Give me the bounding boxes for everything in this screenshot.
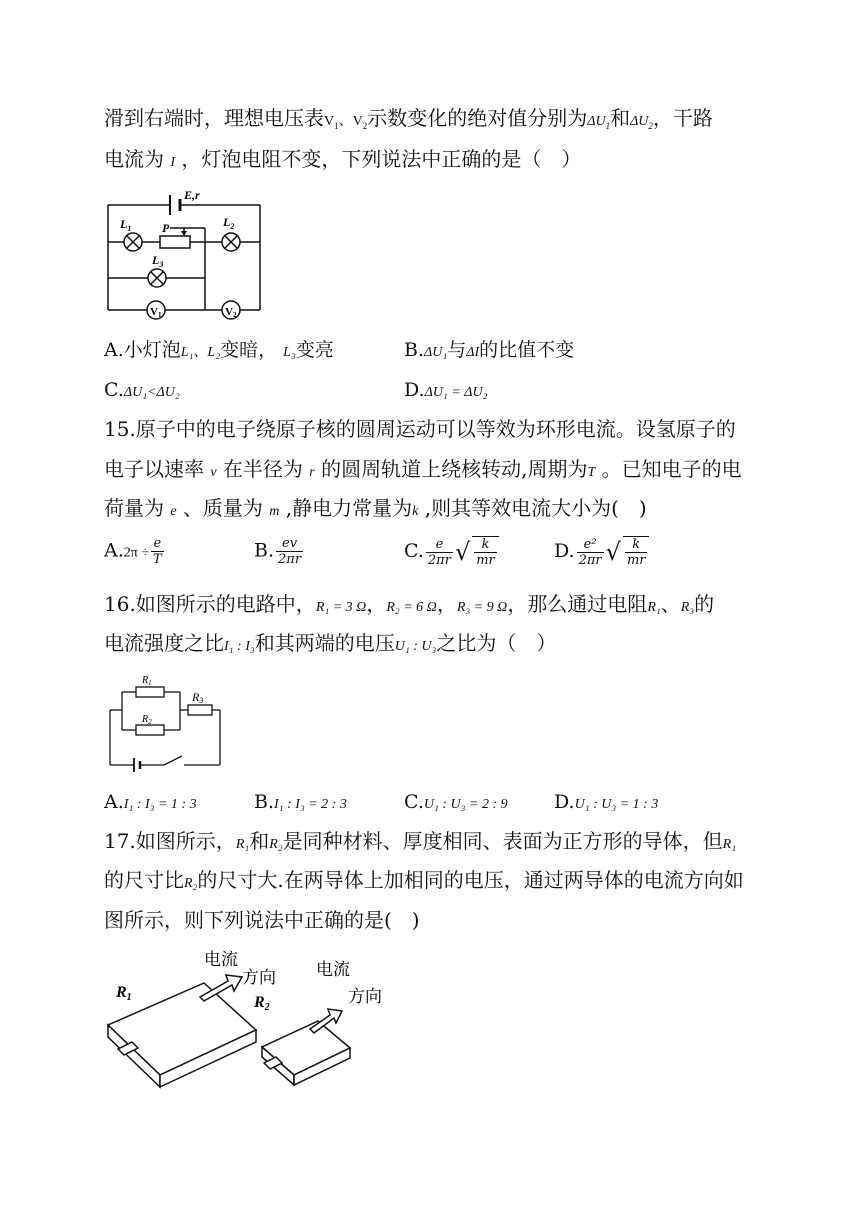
fraction [474,537,497,568]
resistor-r3-label [191,690,203,705]
option-math: R₃ [680,600,695,615]
lamp-l3-label [151,253,163,269]
option-math: ΔU₁ [424,345,448,360]
du2-sub: 2 [648,120,653,131]
q15-option-b [254,536,305,567]
q16-option-b [254,788,347,819]
q15-option-d [554,536,649,568]
fraction-denominator: 2πr [427,552,451,568]
fraction [577,537,604,568]
option-math: L₃ [283,345,296,360]
q16-option-a [104,788,197,819]
l2-sub: 2 [230,222,235,231]
resistor-r2-label [141,714,152,726]
r2-letter: R [142,714,149,725]
du2-text: ΔU [630,114,649,129]
conductor-r1-label [115,984,132,1003]
v2-letter: V [352,114,363,129]
option-text: 变暗， [220,339,278,361]
q14-circuit-figure [100,185,270,320]
voltmeter-v2-label [225,306,237,319]
charge-e-symbol: e [170,504,177,519]
q14-option-c [104,376,180,407]
fig-v1-sub: 1 [157,311,162,319]
fraction-numerator: ev [276,536,303,552]
q17-stem-line-2 [104,866,744,898]
q14-option-d [404,376,487,407]
fraction-numerator: e [426,537,453,553]
q15-text: 电子以速率 [104,457,204,481]
direction-label-2: 方向 [348,987,382,1006]
option-math: U₁ : U₃ [394,639,437,654]
voltmeter-v1-symbol [324,114,339,129]
q17-text: 是同种材料、厚度相同、表面为正方形的导体，但 [282,829,723,853]
option-label: B. [404,339,425,361]
option-label: A. [104,539,124,562]
option-math: U₁ : U₃ = 2 : 9 [423,797,508,812]
voltmeter-v1-label [150,306,162,319]
q15-text: ,则其等效电流大小为( ) [424,496,647,520]
delta-u1 [587,114,610,129]
fraction [151,536,164,567]
option-math: ΔI [466,345,480,360]
v1-letter: V [324,114,335,129]
q14-option-b [404,336,574,367]
q16-text: 电流强度之比 [104,631,224,655]
lamp-l2-label [222,215,234,231]
r2-letter: R [254,994,265,1011]
fraction-denominator: mr [476,553,495,568]
q15-text: ,静电力常量为 [285,496,413,520]
option-math: I₁ : I₃ = 1 : 3 [123,797,197,812]
delta-u2 [630,114,653,129]
q16-stem-line-2 [104,629,556,661]
option-math: R₁ [647,600,661,615]
fraction-numerator: e² [577,537,604,553]
q15-stem-line-3 [104,494,647,526]
l3-letter: L [152,253,160,267]
option-text: 变亮 [295,339,334,361]
option-label: D. [554,791,575,813]
v2-sub: 2 [362,120,368,131]
q17-conductor-svg [104,945,404,1095]
q17-text: 的尺寸比 [104,868,184,892]
option-label: A. [104,339,124,361]
q17-conductor-figure [104,945,404,1095]
q17-text: 17.如图所示， [104,829,236,853]
q16-text: ， [366,592,387,616]
q17-text: 和 [249,829,270,853]
fraction [625,537,648,568]
q14-option-a [104,336,334,367]
q16-text: 、 [660,592,681,616]
q16-text: 和其两端的电压 [254,631,395,655]
r3-letter: R [192,690,200,704]
option-label: C. [104,379,124,401]
option-math: R₁ = 3 Ω [315,600,367,615]
fraction [426,537,453,568]
radius-r-symbol: r [309,465,315,480]
fraction [276,536,303,567]
sqrt-content [472,536,499,568]
q17-stem-line-1 [104,827,736,859]
current-label-1: 电流 [204,950,238,969]
option-math: R₁ [722,837,737,852]
q14-stem-line-1 [104,104,713,140]
option-math: U₁ : U₃ = 1 : 3 [574,797,659,812]
q15-text: 荷量为 [104,496,164,520]
option-math: ΔU₁ = ΔU₂ [424,385,488,400]
option-math: I₁ : I₃ [224,639,255,654]
q15-stem-line-2 [104,455,742,487]
q14-text: ，干路 [652,106,713,130]
du1-sub: 1 [605,120,611,131]
option-label: D. [404,379,425,401]
q16-circuit-svg [102,670,227,780]
q16-text: ， [436,592,457,616]
direction-label-1: 方向 [242,968,276,987]
conductor-r2-label [253,994,270,1013]
r1-letter: R [116,984,127,1001]
option-math: R₂ = 6 Ω [386,600,437,615]
battery-label: E,r [184,188,200,202]
option-math: I₁ : I₃ = 2 : 3 [274,797,347,812]
sqrt-icon: √ [454,538,471,566]
q16-text: 的 [694,592,715,616]
resistor-r1-label [141,675,152,687]
fraction-denominator: 2πr [278,552,302,567]
option-math: ΔU₁<ΔU₂ [123,385,180,400]
l1-sub: 1 [127,224,132,233]
q14-circuit-svg [100,185,270,320]
du1-text: ΔU [587,114,606,129]
current-label-2: 电流 [316,960,350,979]
q14-stem-line-2 [104,145,581,177]
fig-v1-letter: V [150,306,158,318]
q16-stem-line-1 [104,590,714,622]
mass-m-symbol: m [269,504,280,519]
option-math: L₁、L₂ [180,345,221,360]
fraction-denominator: mr [626,553,646,568]
l2-letter: L [223,215,231,229]
r1-sub: 1 [148,679,152,687]
voltmeter-v2-symbol [353,114,368,129]
rheostat-p-label: P [162,221,170,235]
option-label: B. [254,791,275,813]
q17-text: 图所示，则下列说法中正确的是( ) [104,908,420,932]
constant-k-symbol: k [412,504,419,519]
option-text: 的比值不变 [479,339,575,361]
q14-text: ，灯泡电阻不变，下列说法中正确的是（ ） [181,147,582,171]
r3-sub: 3 [199,696,204,705]
option-text: 与 [447,339,467,361]
option-label: D. [554,540,575,562]
q15-option-a [104,536,166,568]
q15-stem-line-1 [104,415,736,443]
q17-text: 的尺寸大.在两导体上加相同的电压，通过两导体的电流方向如 [197,868,744,892]
option-label: B. [254,539,275,562]
v1-sub: 1 [334,120,339,131]
q16-circuit-figure [102,670,227,780]
q14-text: 示数变化的绝对值分别为 [367,106,588,130]
q17-stem-line-3 [104,906,420,934]
r2-sub: 2 [148,718,152,726]
option-text: 小灯泡 [123,339,181,361]
q15-text: 的圆周轨道上绕核转动,周期为 [321,457,588,481]
q15-text: 15.原子中的电子绕原子核的圆周运动可以等效为环形电流。设氢原子的 [104,417,736,441]
q16-option-d [554,788,658,819]
option-math: R₁ [235,837,250,852]
period-t-symbol: T [587,465,596,480]
q14-text: 滑到右端时，理想电压表 [104,106,324,130]
sqrt-icon: √ [605,538,621,566]
fraction-denominator: 2πr [578,552,602,568]
q14-and: 和 [610,106,631,130]
q14-text: 电流为 [104,147,164,171]
r1-sub: 1 [126,992,132,1003]
q15-text: 。已知电子的电 [601,457,742,481]
fraction-numerator: k [474,537,497,553]
q16-text: 之比为（ ） [436,631,557,655]
fraction-denominator: T [153,552,162,567]
q15-option-c [404,536,499,568]
q15-text: 、质量为 [182,496,263,520]
option-math: R₂ [184,876,198,891]
fig-v2-sub: 2 [232,311,237,319]
option-label: A. [104,791,124,813]
q16-option-c [404,788,508,819]
speed-v-symbol: v [210,465,217,480]
r1-letter: R [142,675,149,686]
q16-text: 16.如图所示的电路中， [104,592,316,616]
q16-text: ，那么通过电阻 [507,592,648,616]
fraction-numerator: k [625,537,648,553]
lamp-l1-label [119,217,131,233]
sqrt-content [623,536,650,568]
l3-sub: 3 [159,260,164,269]
option-math: R₂ [269,837,283,852]
option-math: 2π ÷ [123,545,150,561]
q14-sep: 、 [338,113,353,129]
fig-v2-letter: V [225,306,233,318]
current-i-symbol: I [170,155,176,170]
l1-letter: L [120,217,128,231]
option-label: C. [404,791,424,813]
option-math: R₃ = 9 Ω [456,600,508,615]
q15-text: 在半径为 [222,457,303,481]
option-label: C. [404,540,424,562]
fraction-numerator: e [151,536,164,552]
r2-sub: 2 [264,1002,270,1013]
